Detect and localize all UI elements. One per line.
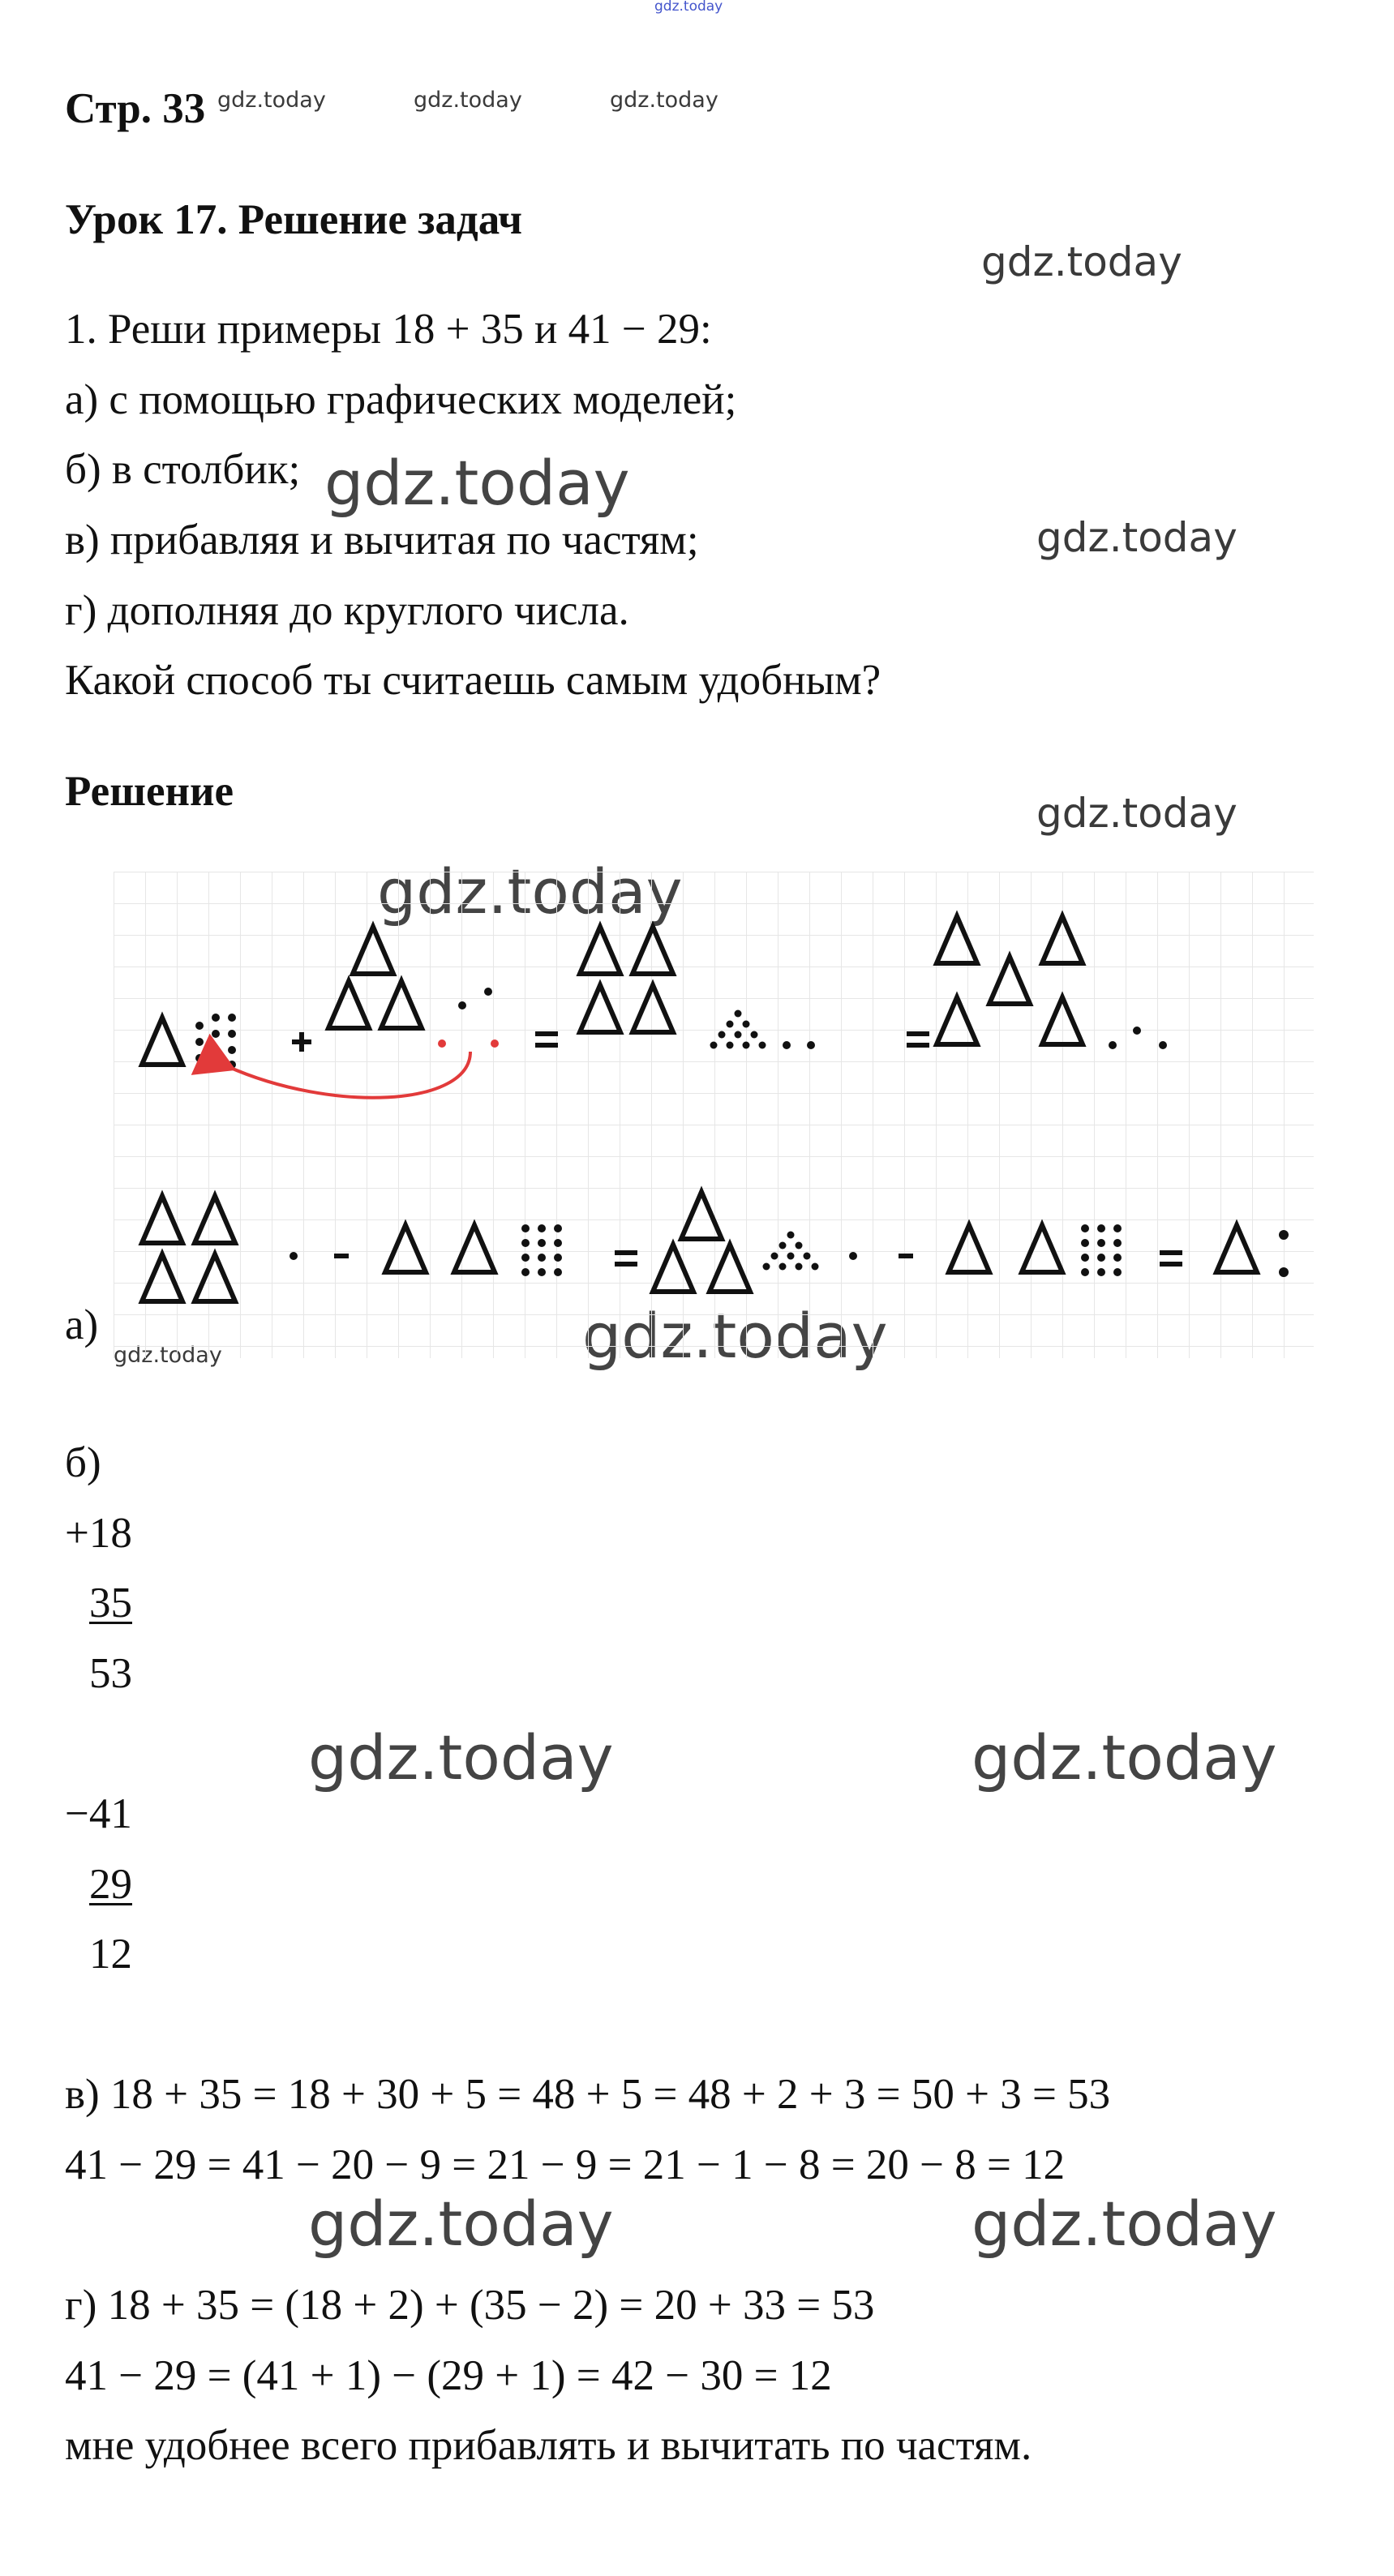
part-b-label: б) — [65, 1439, 101, 1486]
part-v-line: 41 − 29 = 41 − 20 − 9 = 21 − 9 = 21 − 1 − 8 = 20 − 8 = 12 — [65, 2141, 1066, 2188]
watermark: gdz.today — [1036, 514, 1237, 561]
column-subtraction-second: 29 — [89, 1861, 132, 1908]
task-line: в) прибавляя и вычитая по частям; — [65, 516, 699, 564]
watermark: gdz.today — [1036, 790, 1237, 837]
task-line: а) с помощью графических моделей; — [65, 376, 737, 423]
column-addition-second: 35 — [89, 1579, 132, 1627]
conclusion: мне удобнее всего прибавлять и вычитать по частям. — [65, 2422, 1032, 2469]
task-line: Какой способ ты считаешь самым удобным? — [65, 657, 881, 704]
graphic-model-figure — [114, 872, 1314, 1358]
column-addition-result: 53 — [89, 1650, 132, 1697]
task-line: 1. Реши примеры 18 + 35 и 41 − 29: — [65, 306, 712, 353]
lesson-title: Урок 17. Решение задач — [65, 196, 523, 243]
part-a-label: а) — [65, 1301, 99, 1348]
watermark-top: gdz.today — [654, 0, 723, 15]
watermark: gdz.today — [414, 88, 522, 113]
task-line: г) дополняя до круглого числа. — [65, 587, 629, 634]
watermark: gdz.today — [981, 238, 1182, 285]
page-label: Стр. 33 — [65, 85, 206, 132]
column-subtraction-result: 12 — [89, 1931, 132, 1978]
solution-heading: Решение — [65, 768, 234, 815]
task-line: б) в столбик; — [65, 446, 301, 493]
watermark: gdz.today — [610, 88, 718, 113]
watermark: gdz.today — [217, 88, 326, 113]
watermark: gdz.today — [324, 447, 630, 519]
part-g-line: г) 18 + 35 = (18 + 2) + (35 − 2) = 20 + 33 = 53 — [65, 2282, 875, 2329]
watermark: gdz.today — [972, 1721, 1277, 1794]
column-subtraction-first: −41 — [65, 1790, 132, 1837]
watermark: gdz.today — [972, 2188, 1277, 2260]
column-addition-first: +18 — [65, 1510, 132, 1557]
watermark: gdz.today — [308, 2188, 614, 2260]
watermark: gdz.today — [308, 1721, 614, 1794]
part-g-line: 41 − 29 = (41 + 1) − (29 + 1) = 42 − 30 = 12 — [65, 2352, 832, 2399]
part-v-line: в) 18 + 35 = 18 + 30 + 5 = 48 + 5 = 48 + 2 + 3 = 50 + 3 = 53 — [65, 2071, 1111, 2118]
